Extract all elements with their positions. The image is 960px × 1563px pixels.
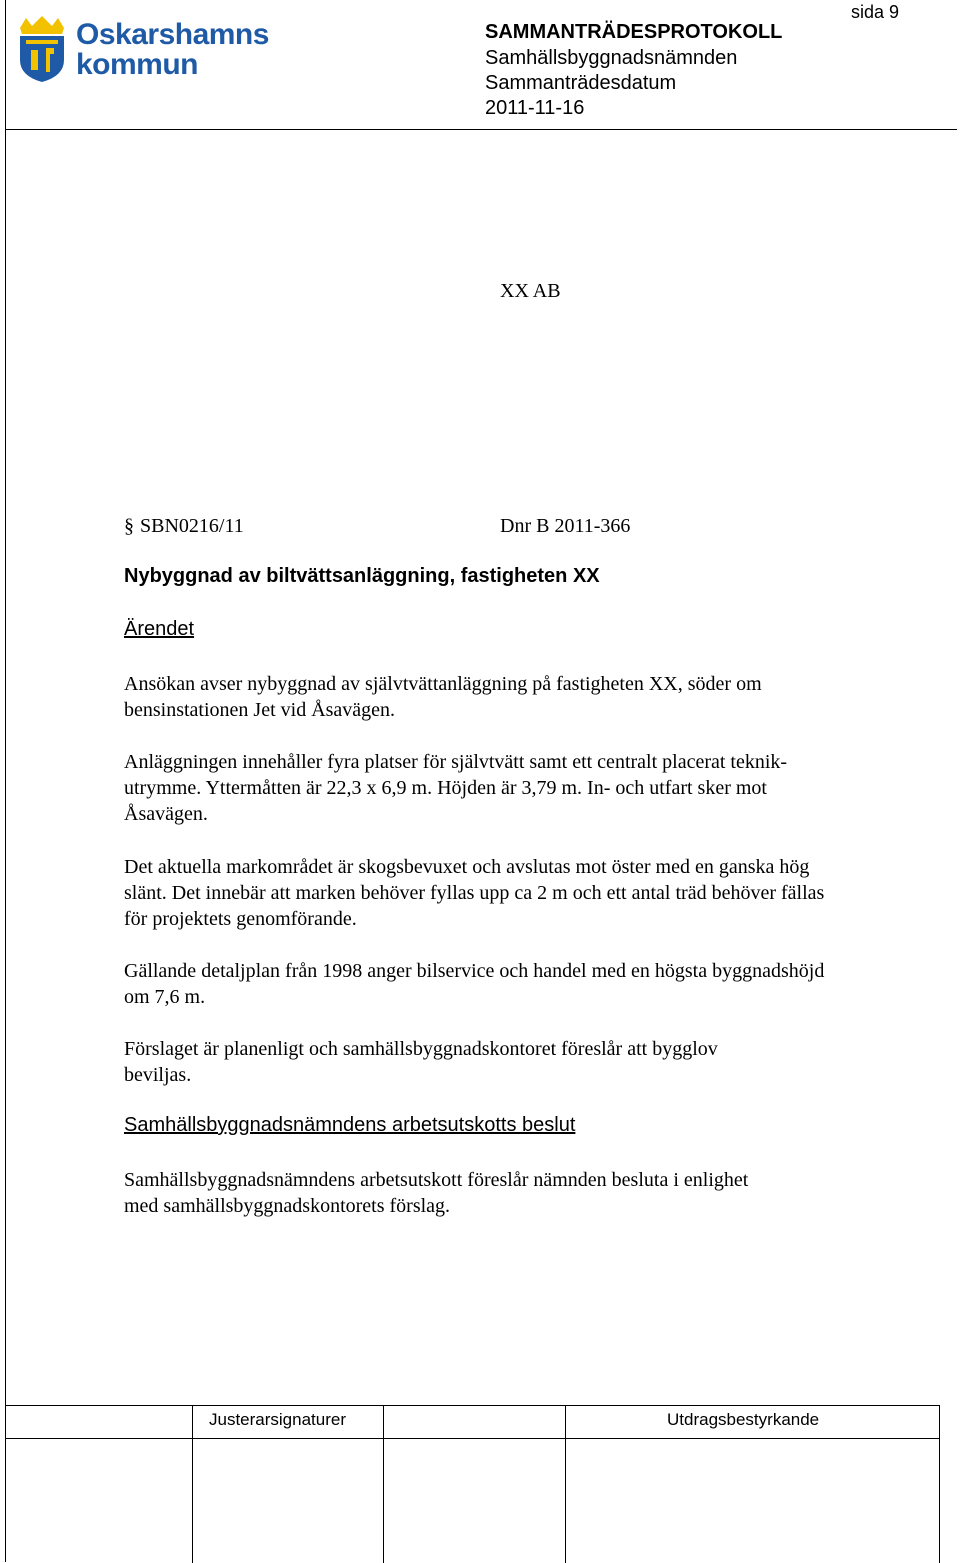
header-divider [5, 129, 957, 130]
signature-table-row-divider [5, 1438, 940, 1439]
signature-cell-divider-3 [565, 1406, 566, 1563]
diary-number: Dnr B 2011-366 [500, 515, 631, 537]
meeting-date: 2011-11-16 [485, 97, 585, 119]
paragraph-5: Förslaget är planenligt och samhällsbyggnadskontoret föreslår att bygglov beviljas. [124, 1038, 718, 1086]
case-heading: Nybyggnad av biltvättsanläggning, fastigheten XX [124, 565, 600, 587]
paragraph-2: Anläggningen innehåller fyra platser för självtvätt samt ett centralt placerat teknik- utrymme. Yttermåtten är 22,3 x 6,9 m. Höjden är 3,79 m. In- och utfart sker mot Åsavägen. [124, 751, 788, 825]
subheading-decision: Samhällsbyggnadsnämndens arbetsutskotts beslut [124, 1114, 576, 1136]
company-name: XX AB [500, 280, 561, 302]
signature-cell-divider-4 [939, 1406, 940, 1563]
meeting-date-label: Sammanträdesdatum [485, 72, 677, 94]
section-symbol-icon: § [124, 515, 134, 537]
signature-cell-divider-2 [383, 1406, 384, 1563]
page-number: sida 9 [851, 2, 900, 22]
municipality-logo [16, 14, 269, 86]
paragraph-1: Ansökan avser nybyggnad av självtvättanläggning på fastigheten XX, söder om bensinstationen Jet vid Åsavägen. [124, 673, 762, 721]
extract-label: Utdragsbestyrkande [667, 1410, 820, 1429]
case-ref-number: SBN0216/11 [140, 515, 244, 537]
paragraph-3: Det aktuella markområdet är skogsbevuxet och avslutas mot öster med en ganska hög slänt. Det innebär att marken behöver fyllas upp ca 2 m och ett antal träd behöver fällas för projektets genomförande. [124, 856, 825, 930]
signatures-label: Justerarsignaturer [209, 1410, 347, 1429]
signature-table [5, 1405, 940, 1563]
signature-cell-divider-1 [192, 1406, 193, 1563]
subheading-case: Ärendet [124, 618, 195, 640]
board-name: Samhällsbyggnadsnämnden [485, 47, 738, 69]
logo-line-1: Oskarshamns [76, 18, 269, 51]
left-margin-rule [5, 0, 6, 1562]
logo-line-2: kommun [76, 48, 199, 81]
crest-icon [16, 14, 68, 84]
case-reference [124, 513, 244, 539]
paragraph-4: Gällande detaljplan från 1998 anger bilservice och handel med en högsta byggnadshöjd om 7,6 m. [124, 960, 825, 1008]
document-title: SAMMANTRÄDESPROTOKOLL [485, 21, 783, 43]
decision-text: Samhällsbyggnadsnämndens arbetsutskott föreslår nämnden besluta i enlighet med samhällsbyggnadskontorets förslag. [124, 1169, 749, 1217]
